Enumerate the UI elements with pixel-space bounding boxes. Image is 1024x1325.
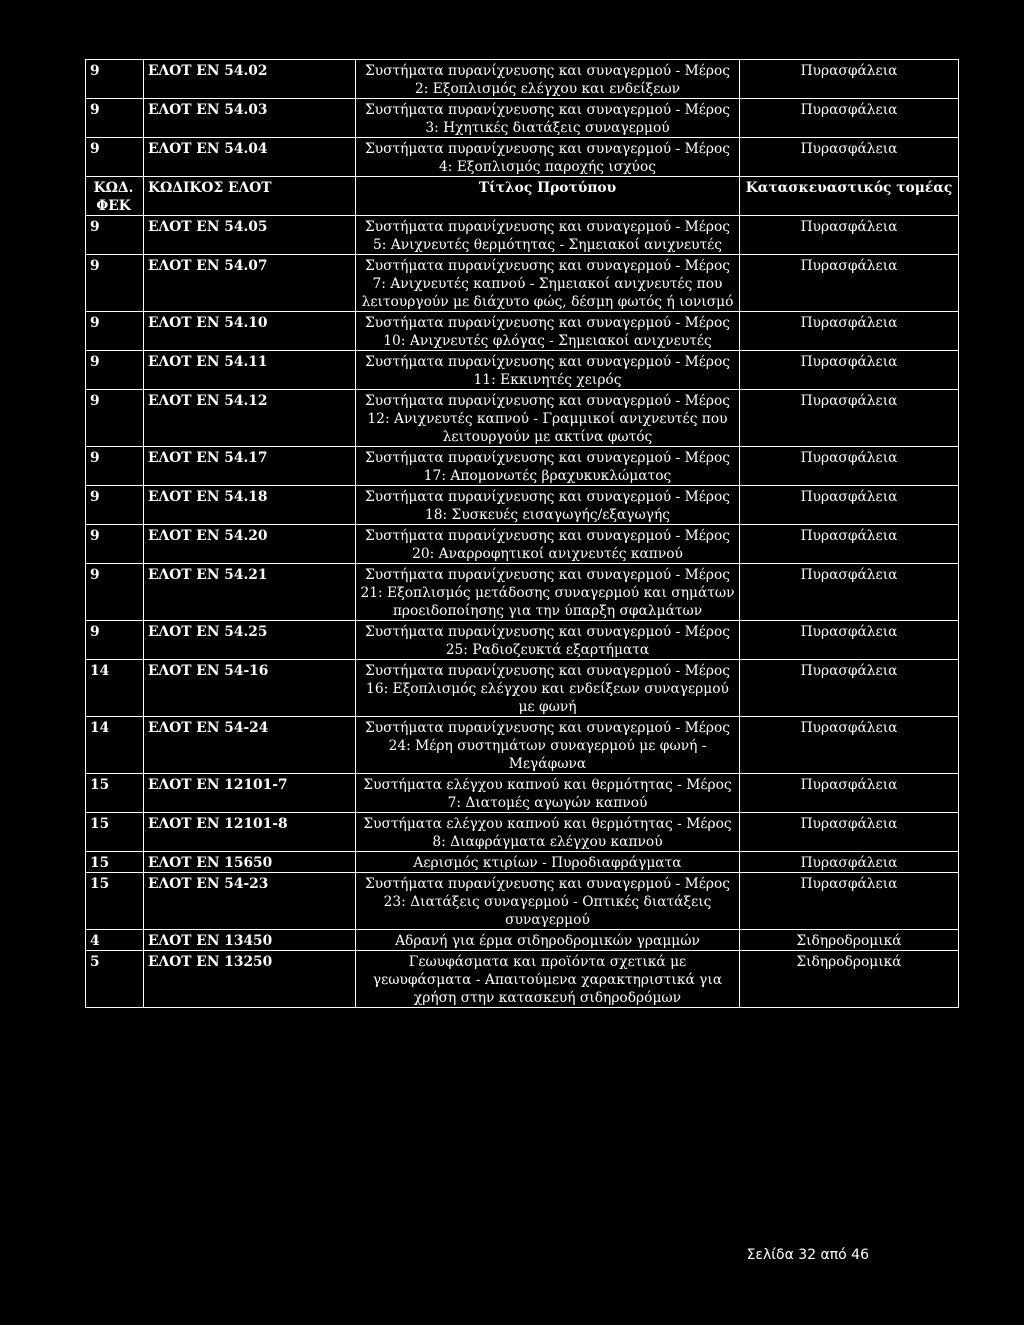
fek-code-cell: 9	[86, 60, 144, 99]
fek-code-cell: 14	[86, 660, 144, 717]
fek-code-cell: 15	[86, 852, 144, 873]
fek-code-cell: 14	[86, 717, 144, 774]
standard-title-cell: Συστήματα πυρανίχνευσης και συναγερμού - Μέρος 7: Ανιχνευτές καπνού - Σημειακοί ανιχνευτές που λειτουργούν με διάχυτο φώς, δέσμη φωτός ή ιονισμό	[356, 255, 740, 312]
standard-title-cell: Γεωυφάσματα και προϊόντα σχετικά με γεωυφάσματα - Απαιτούμενα χαρακτηριστικά για χρήση στην κατασκευή σιδηροδρόμων	[356, 951, 740, 1008]
elot-code-cell: ΕΛΟΤ ΕΝ 13250	[144, 951, 356, 1008]
table-row	[86, 138, 959, 177]
table-row	[86, 486, 959, 525]
fek-code-cell: 15	[86, 813, 144, 852]
sector-cell: Πυρασφάλεια	[740, 99, 959, 138]
elot-code-cell: ΕΛΟΤ ΕΝ 54.05	[144, 216, 356, 255]
standard-title-cell: Συστήματα πυρανίχνευσης και συναγερμού - Μέρος 23: Διατάξεις συναγερμού - Οπτικές διατάξεις συναγερμού	[356, 873, 740, 930]
standard-title-cell: Συστήματα πυρανίχνευσης και συναγερμού - Μέρος 21: Εξοπλισμός μετάδοσης συναγερμού και σημάτων προειδοποίησης για την ύπαρξη σφαλμάτων	[356, 564, 740, 621]
fek-code-cell: 9	[86, 255, 144, 312]
standard-title-cell: Τίτλος Προτύπου	[356, 177, 740, 216]
page-number: Σελίδα 32 από 46	[746, 1247, 869, 1263]
table-header-row	[86, 177, 959, 216]
standard-title-cell: Συστήματα πυρανίχνευσης και συναγερμού - Μέρος 16: Εξοπλισμός ελέγχου και ενδείξεων συναγερμού με φωνή	[356, 660, 740, 717]
sector-cell: Πυρασφάλεια	[740, 390, 959, 447]
sector-cell: Πυρασφάλεια	[740, 486, 959, 525]
sector-cell: Πυρασφάλεια	[740, 447, 959, 486]
elot-code-cell: ΕΛΟΤ ΕΝ 54-24	[144, 717, 356, 774]
elot-code-cell: ΕΛΟΤ ΕΝ 54.10	[144, 312, 356, 351]
table-row	[86, 255, 959, 312]
sector-cell: Πυρασφάλεια	[740, 312, 959, 351]
fek-code-cell: 9	[86, 525, 144, 564]
standard-title-cell: Συστήματα πυρανίχνευσης και συναγερμού - Μέρος 20: Αναρροφητικοί ανιχνευτές καπνού	[356, 525, 740, 564]
elot-code-cell: ΕΛΟΤ ΕΝ 54.12	[144, 390, 356, 447]
standard-title-cell: Συστήματα πυρανίχνευσης και συναγερμού - Μέρος 24: Μέρη συστημάτων συναγερμού με φωνή - Μεγάφωνα	[356, 717, 740, 774]
elot-code-cell: ΕΛΟΤ ΕΝ 54.11	[144, 351, 356, 390]
standards-table-body	[86, 60, 959, 1008]
standard-title-cell: Συστήματα πυρανίχνευσης και συναγερμού - Μέρος 11: Εκκινητές χειρός	[356, 351, 740, 390]
fek-code-cell: ΚΩΔ. ΦΕΚ	[86, 177, 144, 216]
standard-title-cell: Συστήματα πυρανίχνευσης και συναγερμού - Μέρος 3: Ηχητικές διατάξεις συναγερμού	[356, 99, 740, 138]
standard-title-cell: Συστήματα πυρανίχνευσης και συναγερμού - Μέρος 2: Εξοπλισμός ελέγχου και ενδείξεων	[356, 60, 740, 99]
fek-code-cell: 9	[86, 390, 144, 447]
table-row	[86, 564, 959, 621]
sector-cell: Κατασκευαστικός τομέας	[740, 177, 959, 216]
elot-code-cell: ΕΛΟΤ ΕΝ 12101-8	[144, 813, 356, 852]
fek-code-cell: 9	[86, 312, 144, 351]
sector-cell: Πυρασφάλεια	[740, 60, 959, 99]
sector-cell: Πυρασφάλεια	[740, 852, 959, 873]
sector-cell: Σιδηροδρομικά	[740, 951, 959, 1008]
sector-cell: Πυρασφάλεια	[740, 621, 959, 660]
standard-title-cell: Συστήματα ελέγχου καπνού και θερμότητας - Μέρος 8: Διαφράγματα ελέγχου καπνού	[356, 813, 740, 852]
elot-code-cell: ΕΛΟΤ ΕΝ 54.21	[144, 564, 356, 621]
elot-code-cell: ΕΛΟΤ ΕΝ 54.03	[144, 99, 356, 138]
standard-title-cell: Συστήματα πυρανίχνευσης και συναγερμού - Μέρος 18: Συσκευές εισαγωγής/εξαγωγής	[356, 486, 740, 525]
fek-code-cell: 9	[86, 486, 144, 525]
sector-cell: Πυρασφάλεια	[740, 660, 959, 717]
elot-code-cell: ΕΛΟΤ ΕΝ 54-23	[144, 873, 356, 930]
sector-cell: Πυρασφάλεια	[740, 774, 959, 813]
sector-cell: Πυρασφάλεια	[740, 351, 959, 390]
standard-title-cell: Συστήματα πυρανίχνευσης και συναγερμού - Μέρος 12: Ανιχνευτές καπνού - Γραμμικοί ανιχνευτές που λειτουργούν με ακτίνα φωτός	[356, 390, 740, 447]
elot-code-cell: ΕΛΟΤ ΕΝ 15650	[144, 852, 356, 873]
table-row	[86, 930, 959, 951]
sector-cell: Πυρασφάλεια	[740, 216, 959, 255]
elot-code-cell: ΕΛΟΤ ΕΝ 54-16	[144, 660, 356, 717]
standard-title-cell: Συστήματα πυρανίχνευσης και συναγερμού - Μέρος 25: Ραδιοζευκτά εξαρτήματα	[356, 621, 740, 660]
elot-code-cell: ΕΛΟΤ ΕΝ 54.17	[144, 447, 356, 486]
sector-cell: Πυρασφάλεια	[740, 525, 959, 564]
elot-code-cell: ΕΛΟΤ ΕΝ 54.18	[144, 486, 356, 525]
standard-title-cell: Συστήματα πυρανίχνευσης και συναγερμού - Μέρος 10: Ανιχνευτές φλόγας - Σημειακοί ανιχνευτές	[356, 312, 740, 351]
standard-title-cell: Συστήματα ελέγχου καπνού και θερμότητας - Μέρος 7: Διατομές αγωγών καπνού	[356, 774, 740, 813]
table-row	[86, 390, 959, 447]
table-row	[86, 951, 959, 1008]
elot-code-cell: ΕΛΟΤ ΕΝ 54.04	[144, 138, 356, 177]
sector-cell: Πυρασφάλεια	[740, 255, 959, 312]
elot-code-cell: ΕΛΟΤ ΕΝ 54.20	[144, 525, 356, 564]
table-row	[86, 774, 959, 813]
fek-code-cell: 9	[86, 99, 144, 138]
sector-cell: Πυρασφάλεια	[740, 138, 959, 177]
elot-code-cell: ΕΛΟΤ ΕΝ 54.02	[144, 60, 356, 99]
sector-cell: Πυρασφάλεια	[740, 873, 959, 930]
fek-code-cell: 9	[86, 138, 144, 177]
standard-title-cell: Συστήματα πυρανίχνευσης και συναγερμού - Μέρος 17: Απομονωτές βραχυκυκλώματος	[356, 447, 740, 486]
elot-code-cell: ΕΛΟΤ ΕΝ 13450	[144, 930, 356, 951]
table-row	[86, 621, 959, 660]
table-row	[86, 312, 959, 351]
fek-code-cell: 4	[86, 930, 144, 951]
standard-title-cell: Αδρανή για έρμα σιδηροδρομικών γραμμών	[356, 930, 740, 951]
table-row	[86, 99, 959, 138]
table-row	[86, 60, 959, 99]
table-row	[86, 351, 959, 390]
sector-cell: Σιδηροδρομικά	[740, 930, 959, 951]
fek-code-cell: 9	[86, 621, 144, 660]
fek-code-cell: 9	[86, 564, 144, 621]
sector-cell: Πυρασφάλεια	[740, 564, 959, 621]
table-row	[86, 873, 959, 930]
table-row	[86, 447, 959, 486]
fek-code-cell: 15	[86, 873, 144, 930]
table-row	[86, 813, 959, 852]
sector-cell: Πυρασφάλεια	[740, 717, 959, 774]
elot-code-cell: ΚΩΔΙΚΟΣ ΕΛΟΤ	[144, 177, 356, 216]
elot-code-cell: ΕΛΟΤ ΕΝ 54.07	[144, 255, 356, 312]
fek-code-cell: 9	[86, 447, 144, 486]
standard-title-cell: Αερισμός κτιρίων - Πυροδιαφράγματα	[356, 852, 740, 873]
standard-title-cell: Συστήματα πυρανίχνευσης και συναγερμού - Μέρος 5: Ανιχνευτές θερμότητας - Σημειακοί ανιχνευτές	[356, 216, 740, 255]
table-row	[86, 852, 959, 873]
elot-code-cell: ΕΛΟΤ ΕΝ 12101-7	[144, 774, 356, 813]
table-row	[86, 660, 959, 717]
fek-code-cell: 9	[86, 216, 144, 255]
standard-title-cell: Συστήματα πυρανίχνευσης και συναγερμού - Μέρος 4: Εξοπλισμός παροχής ισχύος	[356, 138, 740, 177]
sector-cell: Πυρασφάλεια	[740, 813, 959, 852]
fek-code-cell: 9	[86, 351, 144, 390]
fek-code-cell: 15	[86, 774, 144, 813]
table-row	[86, 717, 959, 774]
elot-code-cell: ΕΛΟΤ ΕΝ 54.25	[144, 621, 356, 660]
fek-code-cell: 5	[86, 951, 144, 1008]
standards-table	[85, 59, 959, 1008]
table-row	[86, 216, 959, 255]
table-row	[86, 525, 959, 564]
